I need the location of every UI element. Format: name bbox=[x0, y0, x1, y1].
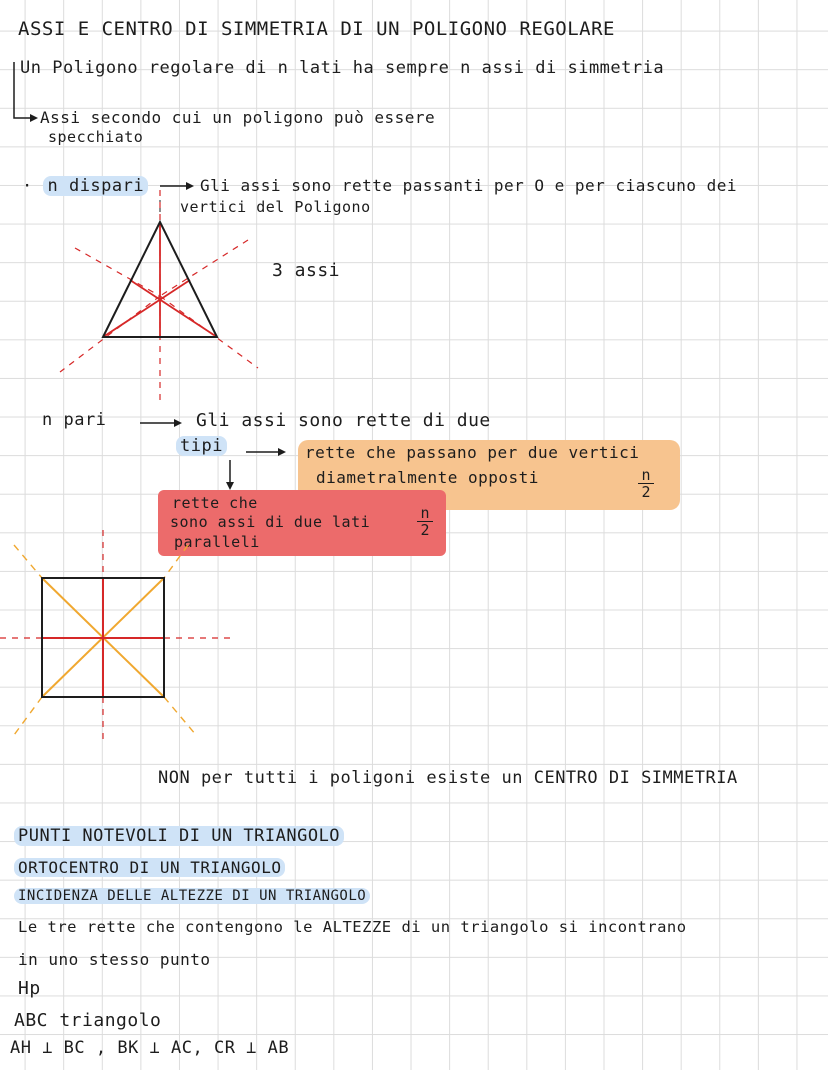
pari-text: Gli assi sono rette di due bbox=[196, 410, 491, 431]
orange-text-2: diametralmente opposti bbox=[316, 468, 539, 487]
dispari-label: · n dispari bbox=[22, 176, 148, 196]
dispari-text-1: Gli assi sono rette passanti per O e per ciascuno dei bbox=[200, 176, 738, 195]
dispari-count: 3 assi bbox=[272, 260, 341, 281]
teorema-line1: Le tre rette che contengono le ALTEZZE di un triangolo si incontrano bbox=[18, 918, 687, 936]
dispari-label-text: n dispari bbox=[43, 176, 148, 196]
square-diagonal-2-dashed-top bbox=[164, 545, 188, 578]
red-text-3: paralleli bbox=[174, 533, 260, 551]
square-diagonal-1-dashed-top bbox=[14, 545, 42, 578]
orange-text-1: rette che passano per due vertici bbox=[305, 443, 640, 462]
red-fraction-num: n bbox=[420, 504, 430, 522]
red-fraction-den: 2 bbox=[420, 521, 430, 539]
hp-line2: AH ⊥ BC , BK ⊥ AC, CR ⊥ AB bbox=[10, 1038, 290, 1058]
red-text-1: rette che bbox=[172, 494, 258, 512]
incidenza-heading: INCIDENZA DELLE ALTEZZE DI UN TRIANGOLO bbox=[14, 888, 370, 904]
page-title: ASSI E CENTRO DI SIMMETRIA DI UN POLIGONO REGOLARE bbox=[18, 18, 615, 40]
hp-line1: ABC triangolo bbox=[14, 1010, 162, 1031]
square-diagonal-2-dashed-bottom bbox=[14, 697, 42, 735]
teorema-line2: in uno stesso punto bbox=[18, 950, 211, 969]
centro-simmetria-text: NON per tutti i poligoni esiste un CENTRO DI SIMMETRIA bbox=[158, 768, 738, 788]
intro-text: Un Poligono regolare di n lati ha sempre n assi di simmetria bbox=[20, 58, 665, 78]
dispari-text-2: vertici del Poligono bbox=[180, 198, 371, 216]
pari-label: n pari bbox=[42, 410, 107, 430]
orange-fraction-num: n bbox=[641, 466, 651, 484]
punti-notevoli-heading: PUNTI NOTEVOLI DI UN TRIANGOLO bbox=[14, 826, 344, 846]
ortocentro-heading: ORTOCENTRO DI UN TRIANGOLO bbox=[14, 858, 285, 877]
orange-fraction-den: 2 bbox=[641, 483, 651, 501]
assi-definition-line1: Assi secondo cui un poligono può essere bbox=[40, 108, 436, 127]
red-text-2: sono assi di due lati bbox=[170, 513, 371, 531]
hp-label: Hp bbox=[18, 978, 41, 999]
pari-tipi: tipi bbox=[176, 436, 227, 456]
square-diagonal-1-dashed-bottom bbox=[164, 697, 196, 735]
assi-definition-line2: specchiato bbox=[48, 128, 144, 146]
